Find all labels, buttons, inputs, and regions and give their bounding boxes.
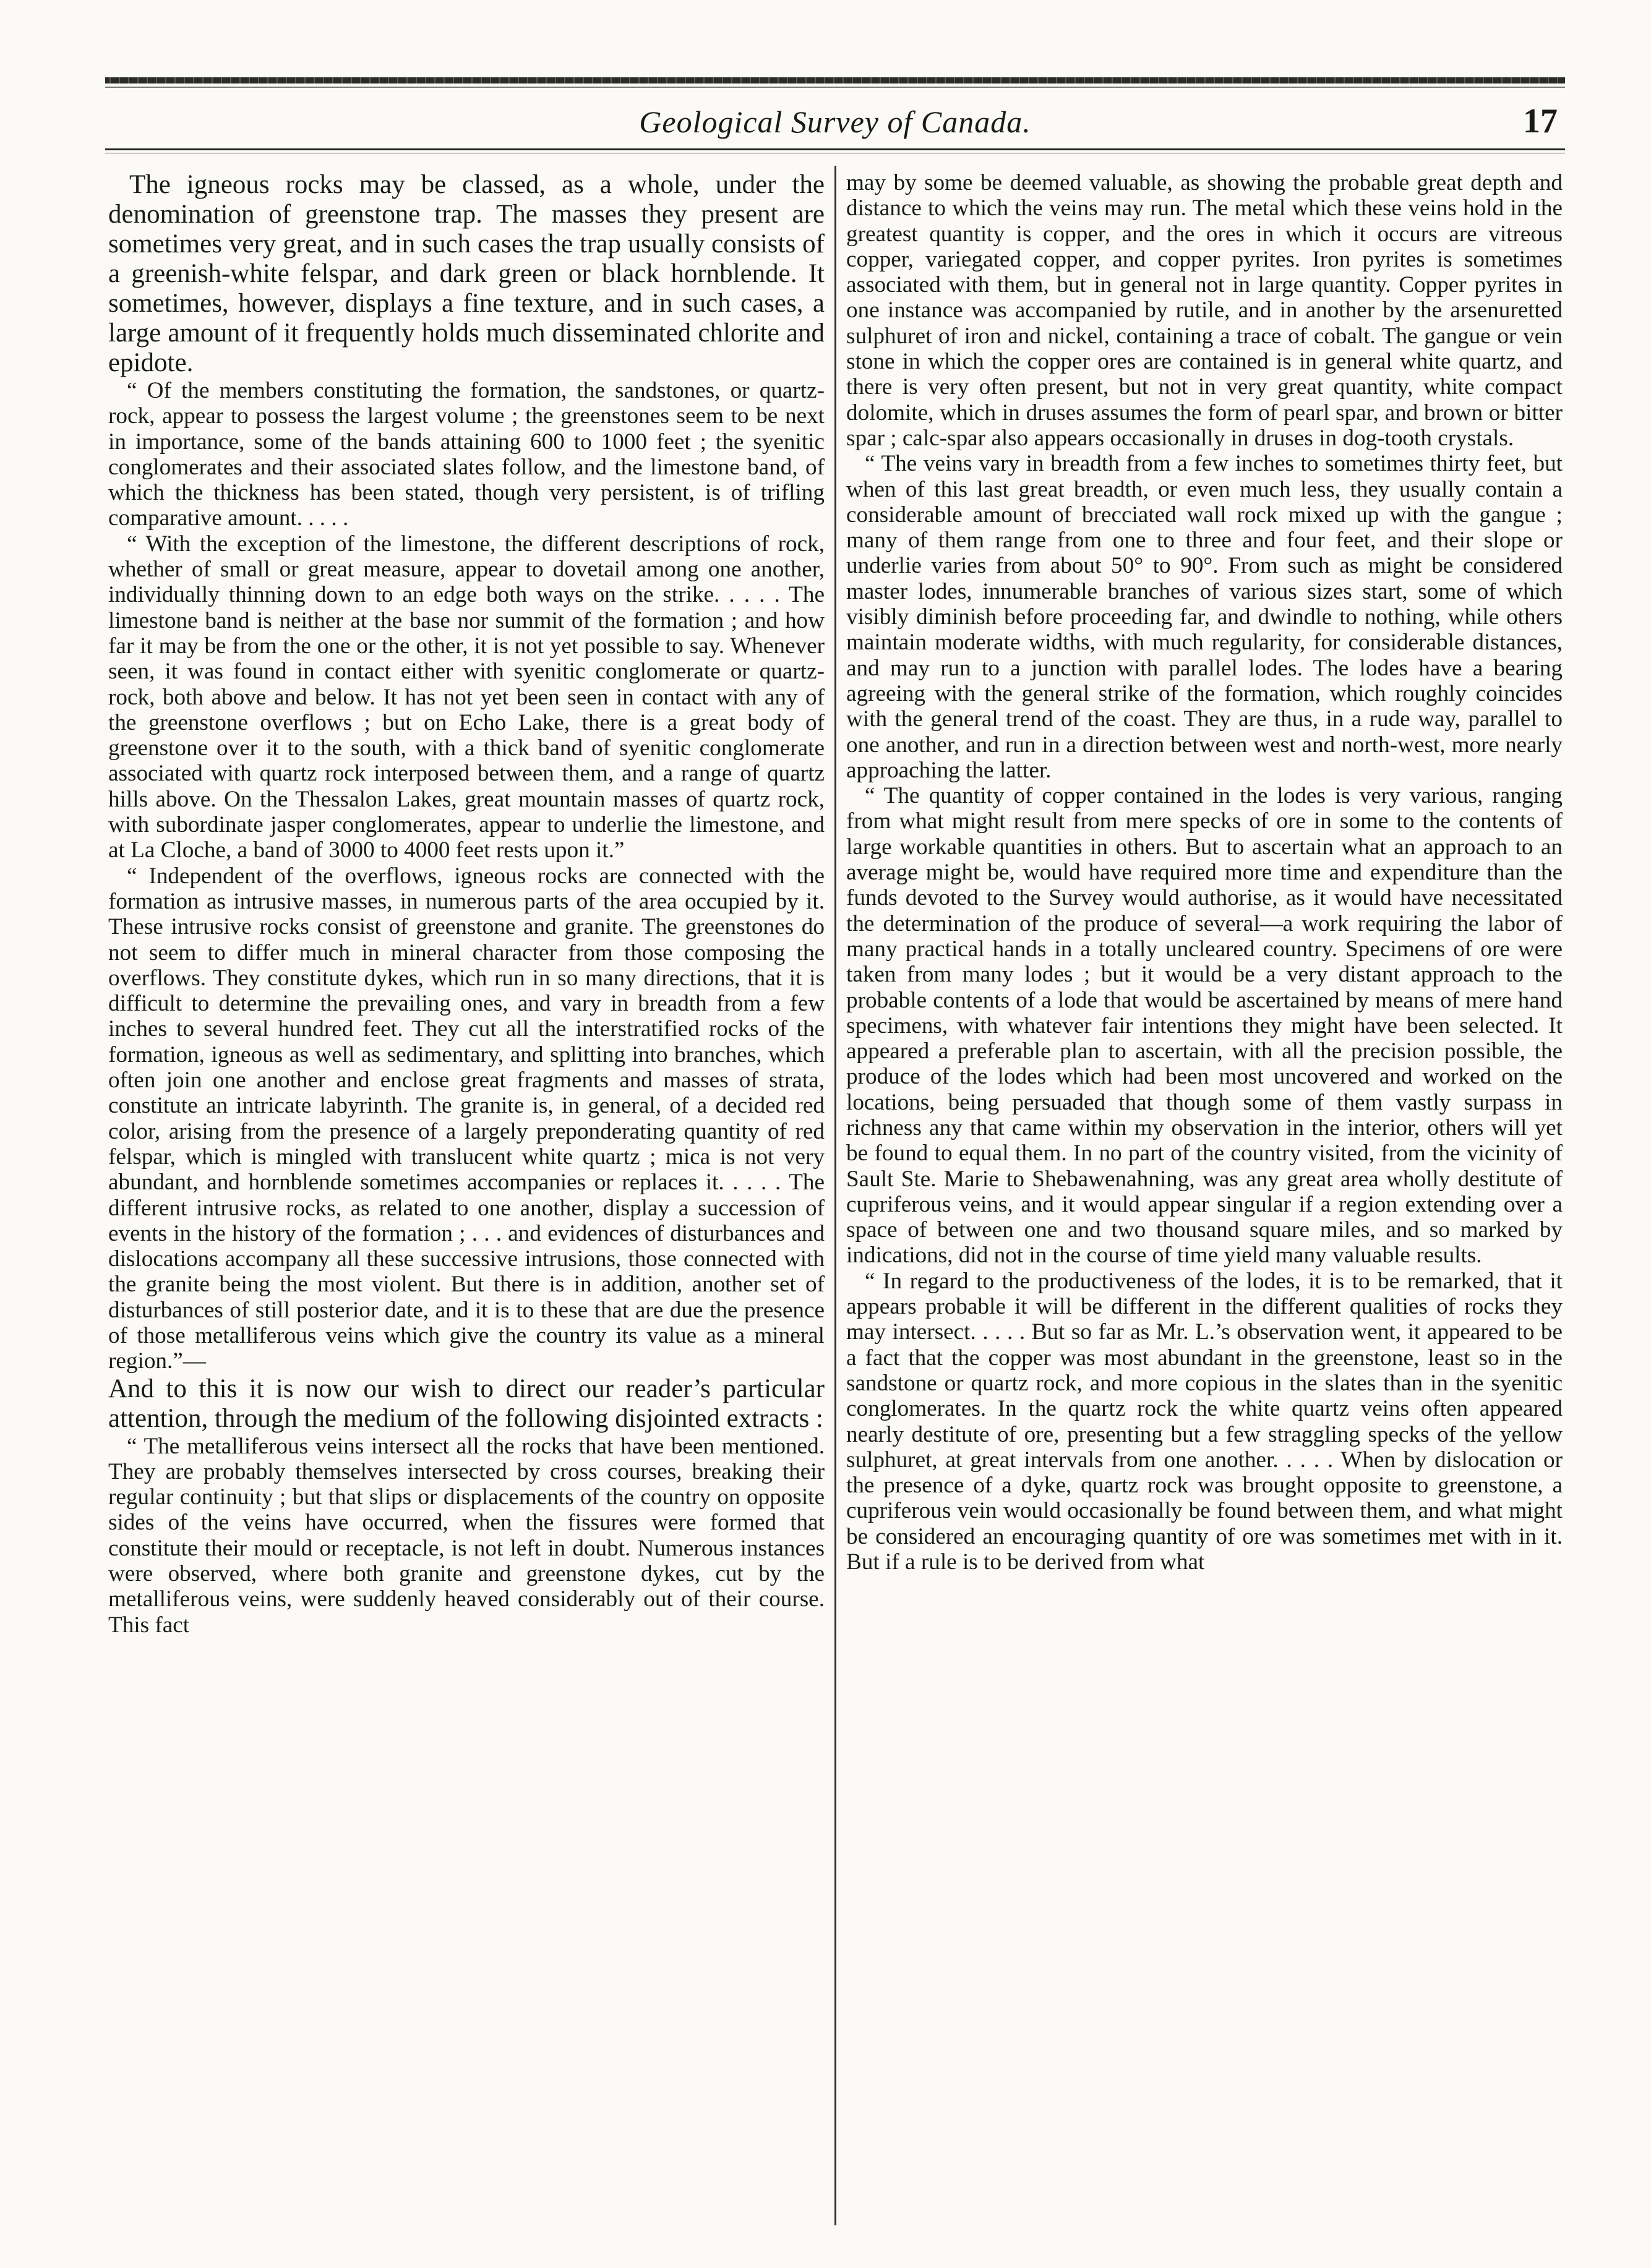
left-column <box>108 170 825 2223</box>
page-number: 17 <box>1523 102 1558 140</box>
paragraph: “ Independent of the overflows, igneous rocks are connected with the formation as intrusive masses, in numerous parts of the area occupied by it. These intrusive rocks consist of greenstone and granite. The greenstones do not seem to differ much in mineral character from those composing the overflows. They constitute dykes, which run in so many directions, that it is difficult to determine the prevailing ones, and vary in breadth from a few inches to several hundred feet. They cut all the interstratified rocks of the formation, igneous as well as sedimentary, and splitting into branches, which often join one another and enclose great fragments and masses of strata, constitute an intricate labyrinth. The granite is, in general, of a decided red color, arising from the presence of a largely preponderating quantity of red felspar, which is mingled with translucent white quartz ; mica is not very abundant, and hornblende sometimes accompanies or replaces it. . . . . The different intrusive rocks, as related to one another, display a succession of events in the history of the formation ; . . . and evidences of disturbances and dislocations accompany all these successive intrusions, those connected with the granite being the most violent. But there is in addition, another set of disturbances of still posterior date, and it is to these that are due the presence of those metalliferous veins which give the country its value as a mineral region.”— <box>108 863 825 1374</box>
running-title: Geological Survey of Canada. <box>639 105 1031 139</box>
paragraph: “ In regard to the productiveness of the lodes, it is to be remarked, that it appears probable it will be different in the different qualities of rocks they may intersect. . . . . But so far as Mr. L.’s observation went, it appeared to be a fact that the copper was most abundant in the greenstone, least so in the sandstone or quartz rock, and more copious in the slates than in the syenitic conglomerates. In the quartz rock the white quartz veins often appeared nearly destitute of ore, presenting but a few straggling specks of the yellow sulphuret, at great intervals from one another. . . . . When by dislocation or the presence of a dyke, quartz rock was brought opposite to greenstone, a cupriferous vein would occasionally be found between them, and what might be considered an encouraging quantity of ore was sometimes met with in it. But if a rule is to be derived from what <box>846 1268 1563 1575</box>
paragraph: “ The quantity of copper contained in the lodes is very various, ranging from what might result from mere specks of ore in some to the contents of large workable quantities in others. But to ascertain what an approach to an average might be, would have required more time and expenditure than the funds devoted to the Survey would authorise, as it would have necessitated the determination of the produce of several—a work requiring the labor of many practical hands in a totally uncleared country. Specimens of ore were taken from many lodes ; but it would be a very distant approach to the probable contents of a lode that would be ascertained by means of mere hand specimens, with whatever fair intentions they might have been selected. It appeared a preferable plan to ascertain, with all the precision possible, the produce of the lodes which had been most uncovered and worked on the locations, being persuaded that though some of them vastly surpass in richness any that came within my observation in the interior, others will yet be found to equal them. In no part of the country visited, from the vicinity of Sault Ste. Marie to Shebawenahning, was any great area wholly destitute of cupriferous veins, and it would appear singular if a region extending over a space of between one and two thousand square miles, and so marked by indications, did not in the course of time yield many valuable results. <box>846 783 1563 1269</box>
paragraph: The igneous rocks may be classed, as a whole, under the denomination of greenstone trap. The masses they present are sometimes very great, and in such cases the trap usually consists of a greenish-white felspar, and dark green or black hornblende. It sometimes, however, displays a fine texture, and in such cases, a large amount of it frequently holds much disseminated chlorite and epidote. <box>108 170 825 377</box>
paragraph: “ With the exception of the limestone, the different descriptions of rock, whether of small or great measure, appear to dovetail among one another, individually thinning down to an edge both ways on the strike. . . . . The limestone band is neither at the base nor summit of the formation ; and how far it may be from the one or the other, it is not yet possible to say. Whenever seen, it was found in contact either with syenitic conglomerate or quartz-rock, both above and below. It has not yet been seen in contact with any of the greenstone overflows ; but on Echo Lake, there is a great body of greenstone over it to the south, with a thick band of syenitic conglomerate associated with quartz rock interposed between them, and a range of quartz hills above. On the Thessalon Lakes, great mountain masses of quartz rock, with subordinate jasper conglomerates, appear to underlie the limestone, and at La Cloche, a band of 3000 to 4000 feet rests upon it.” <box>108 531 825 863</box>
paragraph: And to this it is now our wish to direct our reader’s particular attention, through the medium of the following disjointed extracts : <box>108 1374 825 1433</box>
paragraph: “ The metalliferous veins intersect all the rocks that have been mentioned. They are probably themselves intersected by cross courses, breaking their regular continuity ; but that slips or displacements of the country on opposite sides of the veins have occurred, when the fissures were formed that constitute their mould or receptacle, is not left in doubt. Numerous instances were observed, where both granite and greenstone dykes, cut by the metalliferous veins, were suddenly heaved considerably out of their course. This fact <box>108 1433 825 1638</box>
column-divider <box>834 166 836 2225</box>
running-head <box>105 93 1565 148</box>
paragraph: “ The veins vary in breadth from a few inches to sometimes thirty feet, but when of this last great breadth, or even much less, they usually contain a considerable amount of brecciated wall rock mixed up with the gangue ; many of them range from one to three and four feet, and their slope or underlie varies from about 50° to 90°. From such as might be considered master lodes, innumerable branches of various sizes start, some of which visibly diminish before proceeding far, and dwindle to nothing, while others maintain moderate widths, with much regularity, for considerable distances, and may run to a junction with parallel lodes. The lodes have a bearing agreeing with the general strike of the formation, which roughly coincides with the general trend of the coast. They are thus, in a rude way, parallel to one another, and run in a direction between west and north-west, more nearly approaching the latter. <box>846 451 1563 783</box>
paragraph: “ Of the members constituting the formation, the sandstones, or quartz-rock, appear to possess the largest volume ; the greenstones seem to be next in importance, some of the bands attaining 600 to 1000 feet ; the syenitic conglomerates and their associated slates follow, and the limestone band, of which the thickness has been stated, though very persistent, is of trifling comparative amount. . . . . <box>108 378 825 531</box>
paragraph: may by some be deemed valuable, as showing the probable great depth and distance to which the veins may run. The metal which these veins hold in the greatest quantity is copper, and the ores in which it occurs are vitreous copper, variegated copper, and copper pyrites. Iron pyrites is sometimes associated with them, but in general not in large quantity. Copper pyrites in one instance was accompanied by rutile, and in another by the arsenuretted sulphuret of iron and nickel, containing a trace of cobalt. The gangue or vein stone in which the copper ores are contained is in general white quartz, and there is very often present, but not in very great quantity, white compact dolomite, which in druses assumes the form of pearl spar, and brown or bitter spar ; calc-spar also appears occasionally in druses in dog-tooth crystals. <box>846 170 1563 451</box>
right-column <box>846 170 1563 2223</box>
top-ornamental-rule <box>105 77 1565 83</box>
header-rule <box>105 148 1565 150</box>
top-thin-rule <box>105 87 1565 88</box>
